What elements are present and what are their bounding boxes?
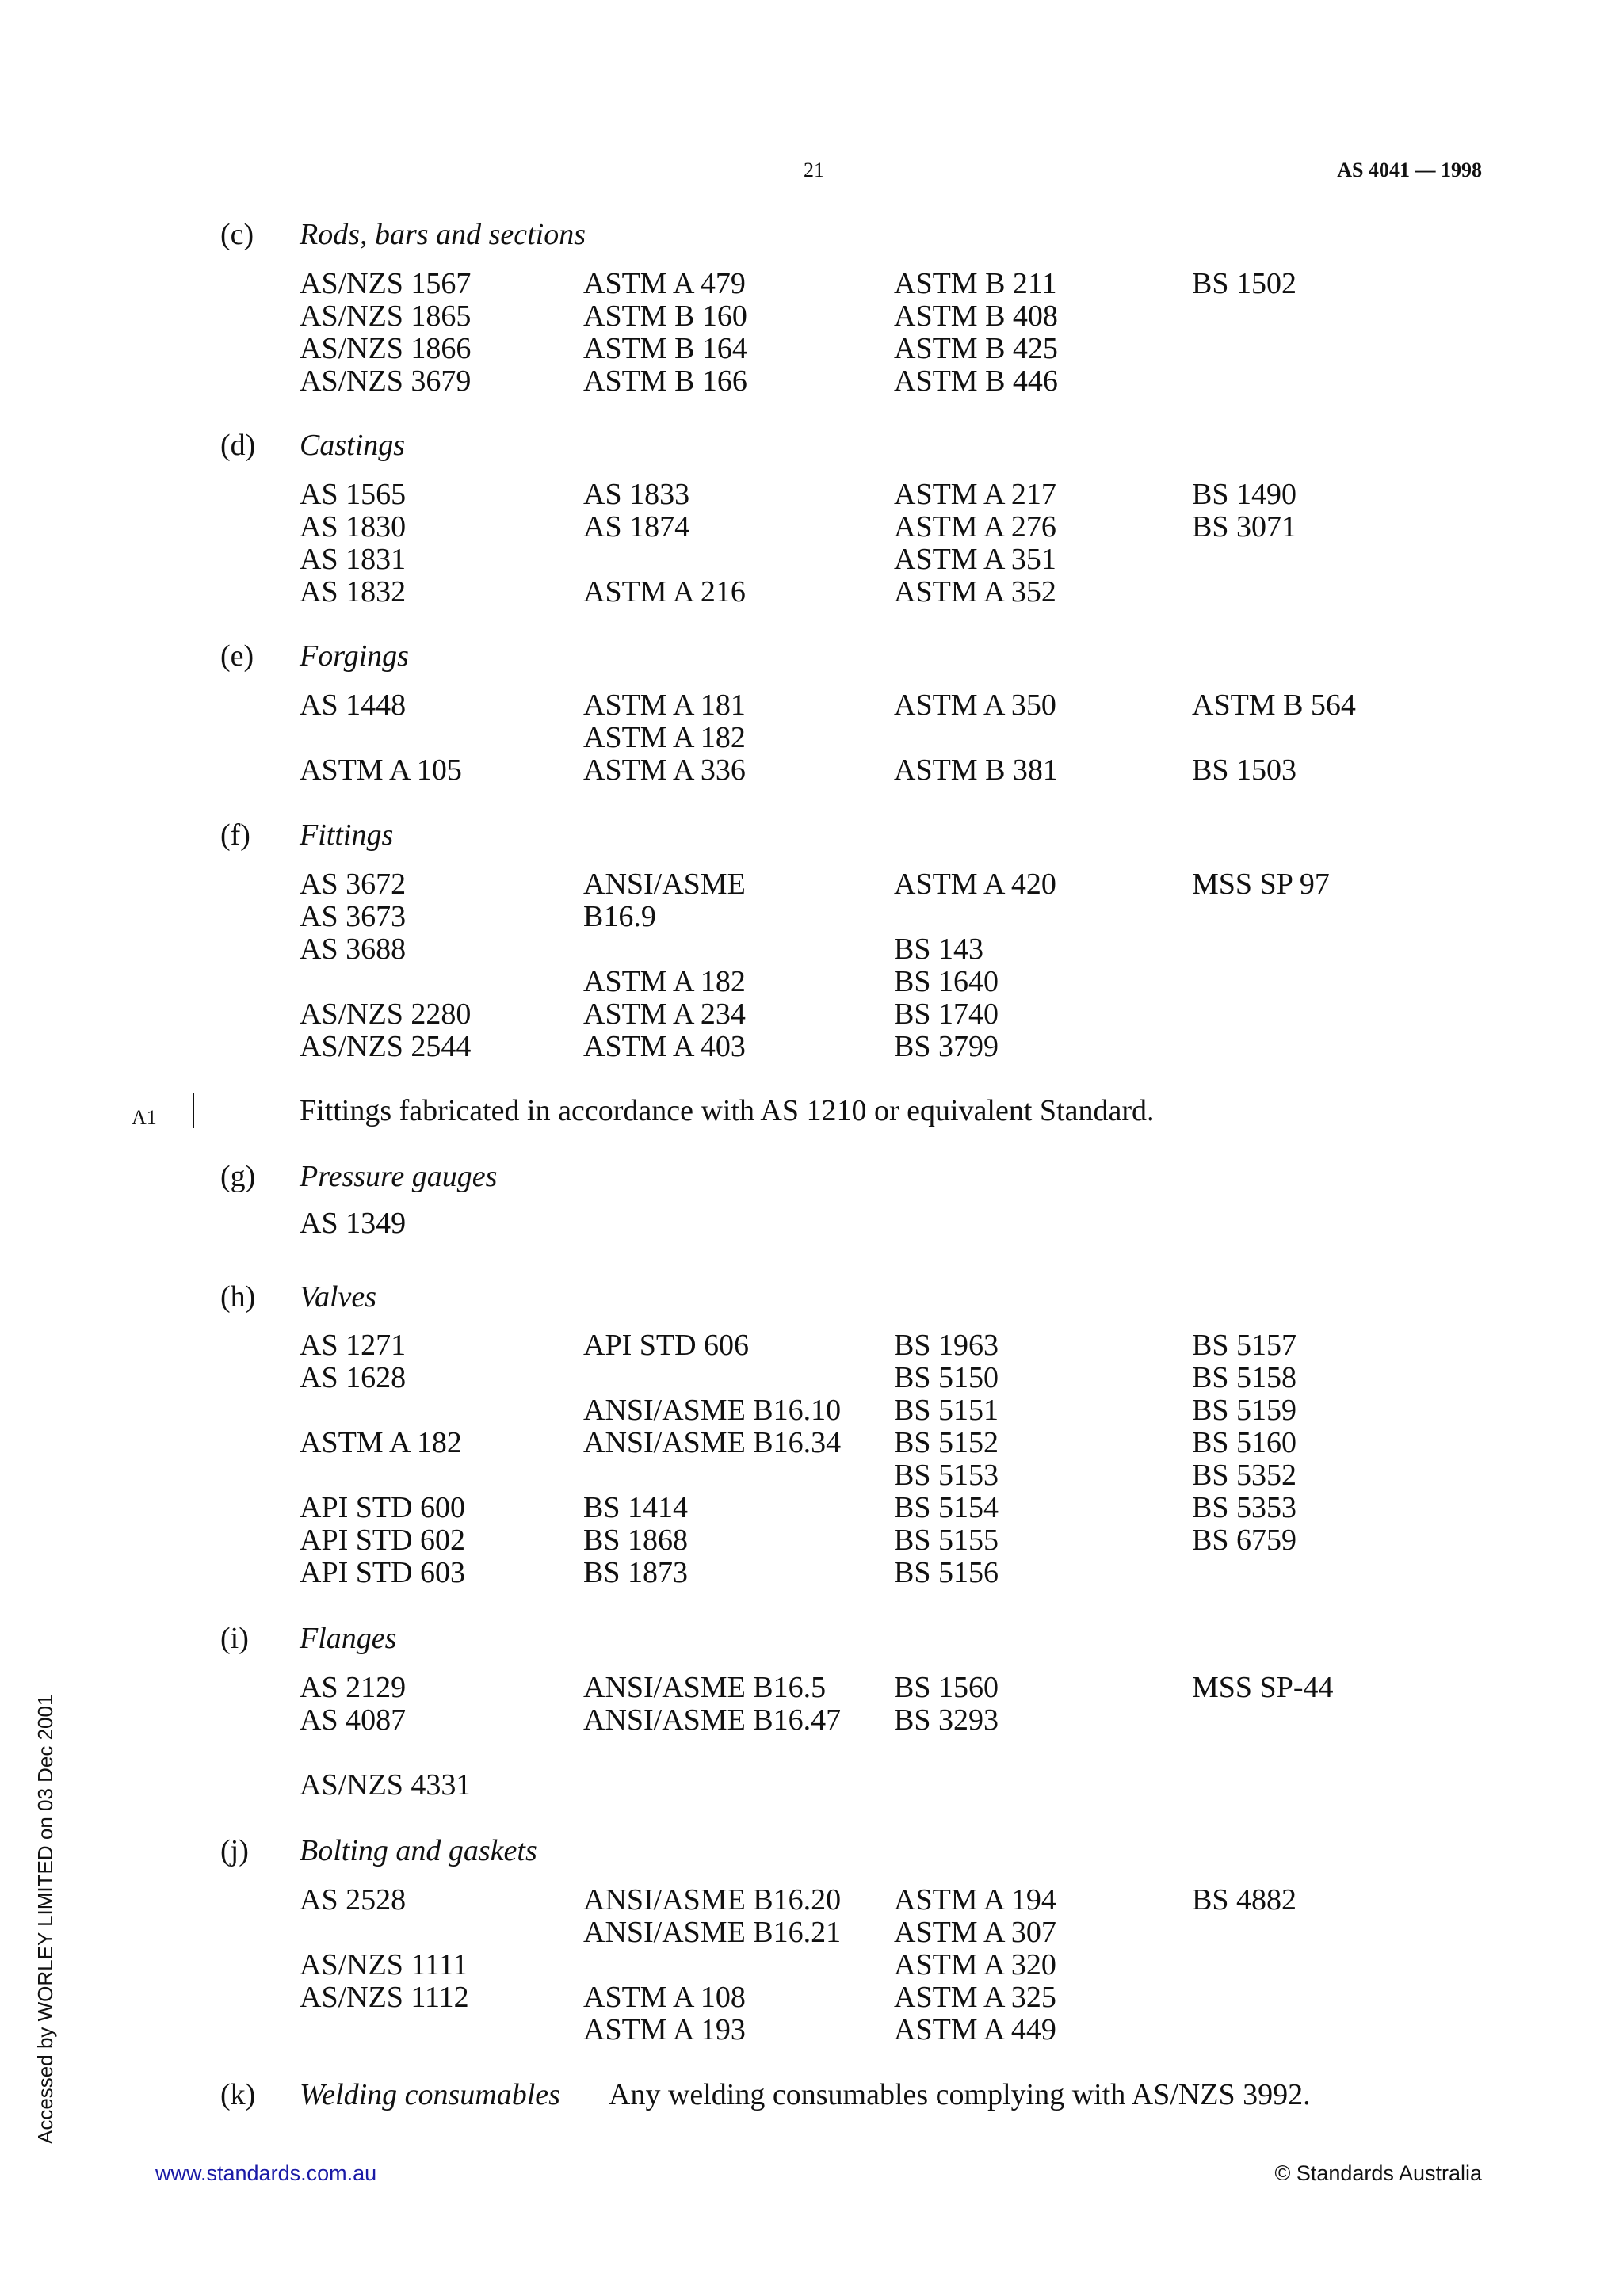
- standard-cell: BS 5154: [894, 1491, 999, 1524]
- standard-cell: ASTM A 234: [583, 997, 746, 1031]
- standard-cell: API STD 600: [300, 1491, 466, 1524]
- table-row: [300, 754, 1390, 787]
- standard-cell: [1192, 1949, 1390, 1981]
- standard-cell: ASTM A 108: [583, 1981, 746, 2014]
- standard-cell: ASTM A 307: [894, 1916, 1056, 1949]
- section-title: Flanges: [300, 1622, 397, 1655]
- table-row: [300, 1492, 1390, 1524]
- standard-cell: ASTM A 351: [894, 543, 1056, 576]
- standard-cell: ASTM A 350: [894, 688, 1056, 722]
- standard-cell: [583, 1769, 894, 1802]
- standard-cell: [583, 1459, 894, 1492]
- standard-cell: BS 1490: [1192, 478, 1296, 511]
- standard-cell: [894, 1737, 1192, 1769]
- standard-cell: ASTM B 211: [894, 267, 1057, 300]
- standard-cell: BS 1963: [894, 1329, 999, 1362]
- table-row: [300, 1524, 1390, 1557]
- section-letter: (c): [220, 218, 254, 251]
- table-row: [300, 1394, 1390, 1427]
- standard-cell: AS 3673: [300, 900, 407, 933]
- standards-table: [300, 689, 1390, 787]
- standard-cell: ASTM B 164: [583, 332, 747, 365]
- standard-cell: B16.9: [583, 900, 656, 933]
- standard-cell: BS 5159: [1192, 1394, 1296, 1427]
- standard-cell: ASTM A 194: [894, 1883, 1056, 1917]
- standard-cell: ANSI/ASME B16.10: [583, 1394, 842, 1427]
- table-row: [300, 722, 1390, 754]
- table-row: [300, 1031, 1390, 1063]
- table-row: [300, 1704, 1390, 1737]
- standard-cell: BS 1503: [1192, 753, 1296, 787]
- table-row: [300, 333, 1390, 365]
- standard-cell: BS 1740: [894, 997, 999, 1031]
- standard-cell: BS 5353: [1192, 1491, 1296, 1524]
- table-row: [300, 2014, 1390, 2046]
- standard-cell: BS 3293: [894, 1703, 999, 1737]
- standards-table: [300, 1884, 1390, 2046]
- table-row: [300, 300, 1390, 333]
- standard-cell: [1192, 543, 1390, 576]
- standard-cell: [300, 2014, 583, 2046]
- standard-cell: AS 1831: [300, 543, 407, 576]
- standard-cell: [1192, 933, 1390, 966]
- standard-cell: ASTM B 425: [894, 332, 1058, 365]
- standard-cell: [583, 933, 894, 966]
- standard-cell: [1192, 333, 1390, 365]
- section-letter: (e): [220, 639, 254, 673]
- section-title: Castings: [300, 429, 406, 462]
- standard-cell: BS 5151: [894, 1394, 999, 1427]
- standard-cell: BS 5150: [894, 1361, 999, 1394]
- table-row: [300, 1557, 1390, 1589]
- standard-cell: ASTM A 420: [894, 868, 1056, 901]
- standard-cell: ASTM A 181: [583, 688, 746, 722]
- standard-cell: [300, 1917, 583, 1949]
- table-row: [300, 1884, 1390, 1917]
- section-letter: (g): [220, 1160, 256, 1193]
- table-row: [300, 543, 1390, 576]
- table-row: [300, 1737, 1390, 1769]
- footer-copyright: © Standards Australia: [1274, 2161, 1482, 2185]
- standards-table: [300, 268, 1390, 398]
- table-row: [300, 268, 1390, 300]
- standard-cell: [1192, 966, 1390, 998]
- standard-cell: ASTM B 381: [894, 753, 1058, 787]
- amendment-bar: [193, 1093, 194, 1128]
- standards-table: [300, 479, 1390, 608]
- standard-cell: ASTM A 276: [894, 510, 1056, 543]
- section-title: Welding consumables: [300, 2078, 560, 2111]
- standard-cell: AS 1271: [300, 1329, 407, 1362]
- standard-cell: AS 1565: [300, 478, 407, 511]
- table-row: [300, 933, 1390, 966]
- standards-table: [300, 1207, 1390, 1240]
- standard-cell: AS/NZS 4331: [300, 1768, 472, 1802]
- access-note: Accessed by WORLEY LIMITED on 03 Dec 2001: [33, 1694, 57, 2144]
- standard-cell: BS 4882: [1192, 1883, 1296, 1917]
- standard-cell: [1192, 1031, 1390, 1063]
- standard-cell: AS 1628: [300, 1361, 407, 1394]
- standard-cell: ASTM A 449: [894, 2013, 1056, 2046]
- standards-table: [300, 1672, 1390, 1802]
- standard-cell: [894, 1769, 1192, 1802]
- table-row: [300, 1329, 1390, 1362]
- section-letter: (j): [220, 1834, 249, 1867]
- standard-cell: AS/NZS 1866: [300, 332, 472, 365]
- standard-cell: AS 1874: [583, 510, 690, 543]
- standard-cell: ASTM A 217: [894, 478, 1056, 511]
- standard-cell: BS 5155: [894, 1524, 999, 1557]
- table-row: [300, 1769, 1390, 1802]
- standard-cell: AS 2129: [300, 1671, 407, 1704]
- table-row: [300, 1672, 1390, 1704]
- standard-cell: [300, 722, 583, 754]
- standard-cell: AS 1833: [583, 478, 690, 511]
- standard-cell: [1192, 998, 1390, 1031]
- standard-cell: [1192, 576, 1390, 608]
- standard-cell: ASTM A 193: [583, 2013, 746, 2046]
- standard-cell: API STD 603: [300, 1556, 466, 1589]
- standard-cell: [894, 1207, 1192, 1240]
- section-title: Valves: [300, 1280, 377, 1314]
- standard-cell: [1192, 1917, 1390, 1949]
- standard-cell: ANSI/ASME B16.5: [583, 1671, 827, 1704]
- standard-cell: [300, 1459, 583, 1492]
- standard-cell: [583, 1949, 894, 1981]
- standard-cell: AS/NZS 1112: [300, 1981, 469, 2014]
- standard-cell: [894, 901, 1192, 933]
- table-row: [300, 1207, 1390, 1240]
- table-row: [300, 479, 1390, 511]
- standard-cell: ASTM A 403: [583, 1030, 746, 1063]
- standard-cell: [300, 966, 583, 998]
- standard-cell: AS/NZS 2280: [300, 997, 472, 1031]
- footer-link[interactable]: www.standards.com.au: [155, 2161, 377, 2185]
- table-row: [300, 576, 1390, 608]
- standard-cell: ASTM A 182: [583, 721, 746, 754]
- standard-cell: [1192, 300, 1390, 333]
- standard-cell: [300, 1394, 583, 1427]
- standard-cell: BS 5157: [1192, 1329, 1296, 1362]
- standard-cell: BS 1640: [894, 965, 999, 998]
- standard-cell: [1192, 1207, 1390, 1240]
- standard-cell: BS 5160: [1192, 1426, 1296, 1459]
- standard-cell: MSS SP-44: [1192, 1671, 1334, 1704]
- page-number: 21: [804, 158, 824, 181]
- standard-cell: ASTM B 446: [894, 364, 1058, 398]
- standard-cell: ASTM A 325: [894, 1981, 1056, 2014]
- standard-cell: ANSI/ASME: [583, 868, 746, 901]
- standard-cell: AS/NZS 1865: [300, 299, 472, 333]
- standard-cell: [583, 1362, 894, 1394]
- welding-text: Any welding consumables complying with AS/NZS 3992.: [609, 2078, 1311, 2111]
- standard-cell: AS 1448: [300, 688, 407, 722]
- standard-cell: BS 1502: [1192, 267, 1296, 300]
- standard-cell: [1192, 722, 1390, 754]
- standard-cell: BS 5156: [894, 1556, 999, 1589]
- standard-cell: ASTM A 352: [894, 575, 1056, 608]
- standard-cell: BS 143: [894, 933, 983, 966]
- standard-cell: BS 6759: [1192, 1524, 1296, 1557]
- standard-cell: BS 3799: [894, 1030, 999, 1063]
- standard-cell: AS 3688: [300, 933, 407, 966]
- standard-cell: ASTM A 182: [300, 1426, 462, 1459]
- section-title: Fittings: [300, 818, 394, 852]
- table-row: [300, 1949, 1390, 1981]
- standards-table: [300, 1329, 1390, 1589]
- standard-cell: [1192, 901, 1390, 933]
- standard-cell: BS 1560: [894, 1671, 999, 1704]
- standard-cell: ANSI/ASME B16.34: [583, 1426, 842, 1459]
- amendment-text: Fittings fabricated in accordance with AS 1210 or equivalent Standard.: [300, 1094, 1155, 1127]
- standard-cell: [1192, 1737, 1390, 1769]
- table-row: [300, 1459, 1390, 1492]
- standard-cell: AS/NZS 3679: [300, 364, 472, 398]
- section-title: Rods, bars and sections: [300, 218, 586, 251]
- section-letter: (i): [220, 1622, 249, 1655]
- standard-cell: [300, 1737, 583, 1769]
- standard-cell: AS 2528: [300, 1883, 407, 1917]
- table-row: [300, 511, 1390, 543]
- standard-cell: AS 1830: [300, 510, 407, 543]
- section-letter: (k): [220, 2078, 256, 2111]
- standard-cell: AS/NZS 1111: [300, 1948, 468, 1981]
- standard-cell: [1192, 365, 1390, 398]
- table-row: [300, 998, 1390, 1031]
- table-row: [300, 1362, 1390, 1394]
- standard-cell: BS 5352: [1192, 1459, 1296, 1492]
- amendment-marker: A1: [132, 1106, 157, 1129]
- table-row: [300, 689, 1390, 722]
- section-letter: (d): [220, 429, 256, 462]
- standard-cell: [583, 543, 894, 576]
- standard-cell: [1192, 1557, 1390, 1589]
- standard-cell: BS 1414: [583, 1491, 688, 1524]
- table-row: [300, 1981, 1390, 2014]
- standard-cell: ASTM B 166: [583, 364, 747, 398]
- standard-cell: AS 1832: [300, 575, 407, 608]
- standard-cell: ASTM A 105: [300, 753, 462, 787]
- section-letter: (h): [220, 1280, 256, 1314]
- standard-cell: AS/NZS 1567: [300, 267, 472, 300]
- standard-cell: ASTM B 408: [894, 299, 1058, 333]
- section-title: Pressure gauges: [300, 1160, 498, 1193]
- standard-cell: API STD 602: [300, 1524, 466, 1557]
- standard-cell: AS 1349: [300, 1207, 407, 1240]
- table-row: [300, 901, 1390, 933]
- standard-cell: ASTM A 320: [894, 1948, 1056, 1981]
- table-row: [300, 1427, 1390, 1459]
- standard-cell: [583, 1737, 894, 1769]
- standard-cell: MSS SP 97: [1192, 868, 1330, 901]
- table-row: [300, 966, 1390, 998]
- standard-cell: BS 3071: [1192, 510, 1296, 543]
- standard-cell: ASTM B 160: [583, 299, 747, 333]
- table-row: [300, 1917, 1390, 1949]
- standard-cell: ASTM A 216: [583, 575, 746, 608]
- standard-cell: BS 5152: [894, 1426, 999, 1459]
- standard-cell: BS 5153: [894, 1459, 999, 1492]
- standard-cell: ASTM A 479: [583, 267, 746, 300]
- standard-cell: ANSI/ASME B16.20: [583, 1883, 842, 1917]
- standard-cell: BS 1873: [583, 1556, 688, 1589]
- section-title: Forgings: [300, 639, 409, 673]
- standard-cell: [1192, 2014, 1390, 2046]
- standard-cell: ANSI/ASME B16.47: [583, 1703, 842, 1737]
- standard-cell: BS 1868: [583, 1524, 688, 1557]
- standard-cell: AS/NZS 2544: [300, 1030, 472, 1063]
- standard-cell: ASTM A 336: [583, 753, 746, 787]
- standard-cell: AS 3672: [300, 868, 407, 901]
- standard-cell: [583, 1207, 894, 1240]
- standard-cell: [894, 722, 1192, 754]
- section-title: Bolting and gaskets: [300, 1834, 537, 1867]
- standard-cell: ASTM A 182: [583, 965, 746, 998]
- standard-cell: AS 4087: [300, 1703, 407, 1737]
- standard-cell: [1192, 1981, 1390, 2014]
- section-letter: (f): [220, 818, 250, 852]
- standard-cell: ANSI/ASME B16.21: [583, 1916, 842, 1949]
- standard-cell: API STD 606: [583, 1329, 750, 1362]
- standard-cell: BS 5158: [1192, 1361, 1296, 1394]
- table-row: [300, 868, 1390, 901]
- standard-cell: [1192, 1769, 1390, 1802]
- standard-cell: [1192, 1704, 1390, 1737]
- document-id: AS 4041 — 1998: [1337, 158, 1482, 181]
- table-row: [300, 365, 1390, 398]
- standard-cell: ASTM B 564: [1192, 688, 1356, 722]
- standards-table: [300, 868, 1390, 1063]
